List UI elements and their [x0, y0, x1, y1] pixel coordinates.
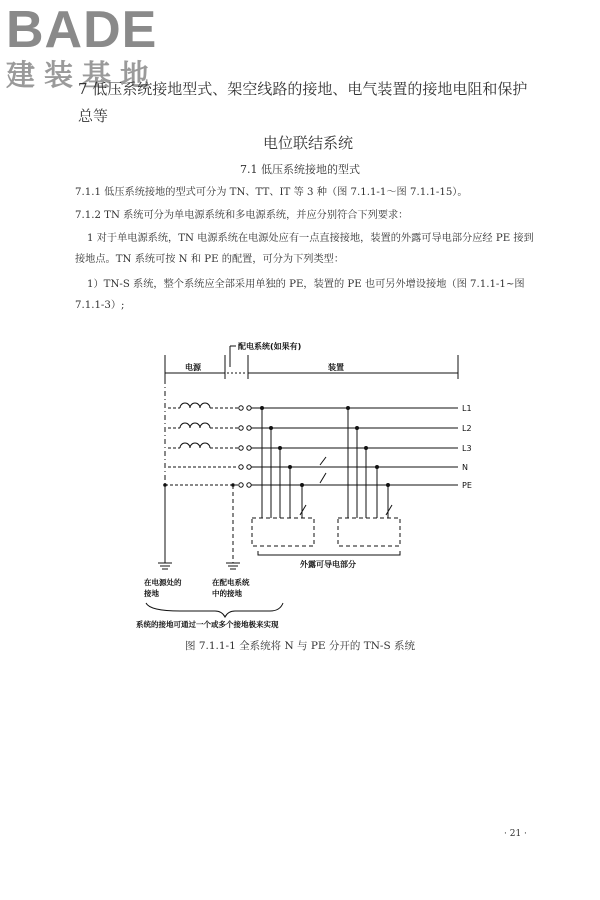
label-dist-earthing-1: 在配电系统	[212, 578, 250, 587]
label-exposed-parts: 外露可导电部分	[300, 560, 356, 569]
conductor-label-n: N	[462, 463, 468, 472]
paragraph-7-1-2: 7.1.2 TN 系统可分为单电源系统和多电源系统，并应分别符合下列要求：	[75, 210, 409, 221]
chapter-title	[78, 76, 538, 157]
label-distribution-system: 配电系统(如果有)	[238, 342, 302, 351]
conductor-label-pe: PE	[462, 481, 472, 490]
label-bottom-note: 系统的接地可通过一个或多个接地极来实现	[136, 620, 279, 629]
tn-s-system-diagram	[130, 333, 480, 633]
conductor-label-l3: L3	[462, 444, 472, 453]
section-title: 7.1 低压系统接地的型式	[240, 163, 360, 176]
label-source: 电源	[185, 363, 201, 372]
paragraph-item-1: 1 对于单电源系统，TN 电源系统在电源处应有一点直接接地，装置的外露可导电部分应经 PE 接到接地点。TN 系统可按 N 和 PE 的配置，可分为下列类型：	[75, 233, 534, 265]
label-source-earthing-1: 在电源处的	[144, 578, 182, 587]
chapter-title-line2: 电位联结系统	[262, 134, 353, 152]
conductor-label-l2: L2	[462, 424, 472, 433]
logo-subtitle: 建装基地	[6, 58, 159, 92]
page-number: · 21 ·	[504, 829, 527, 839]
conductor-label-l1: L1	[462, 404, 472, 413]
label-dist-earthing-2: 中的接地	[212, 589, 242, 598]
figure-caption: 图 7.1.1-1 全系统将 N 与 PE 分开的 TN-S 系统	[185, 640, 415, 652]
label-source-earthing-2: 接地	[144, 589, 159, 598]
logo-wordmark: BADE	[6, 1, 158, 59]
paragraph-item-1-1: 1）TN-S 系统，整个系统应全部采用单独的 PE，装置的 PE 也可另外增设接地（图 7.1.1-1~图 7.1.1-3）;	[75, 279, 525, 311]
chapter-title-line1: 7 低压系统接地型式、架空线路的接地、电气装置的接地电阻和保护总等	[78, 80, 528, 125]
label-installation: 装置	[328, 363, 344, 372]
paragraph-7-1-1: 7.1.1 低压系统接地的型式可分为 TN、TT、IT 等 3 种（图 7.1.1-1～图 7.1.1-15）。	[75, 187, 468, 198]
